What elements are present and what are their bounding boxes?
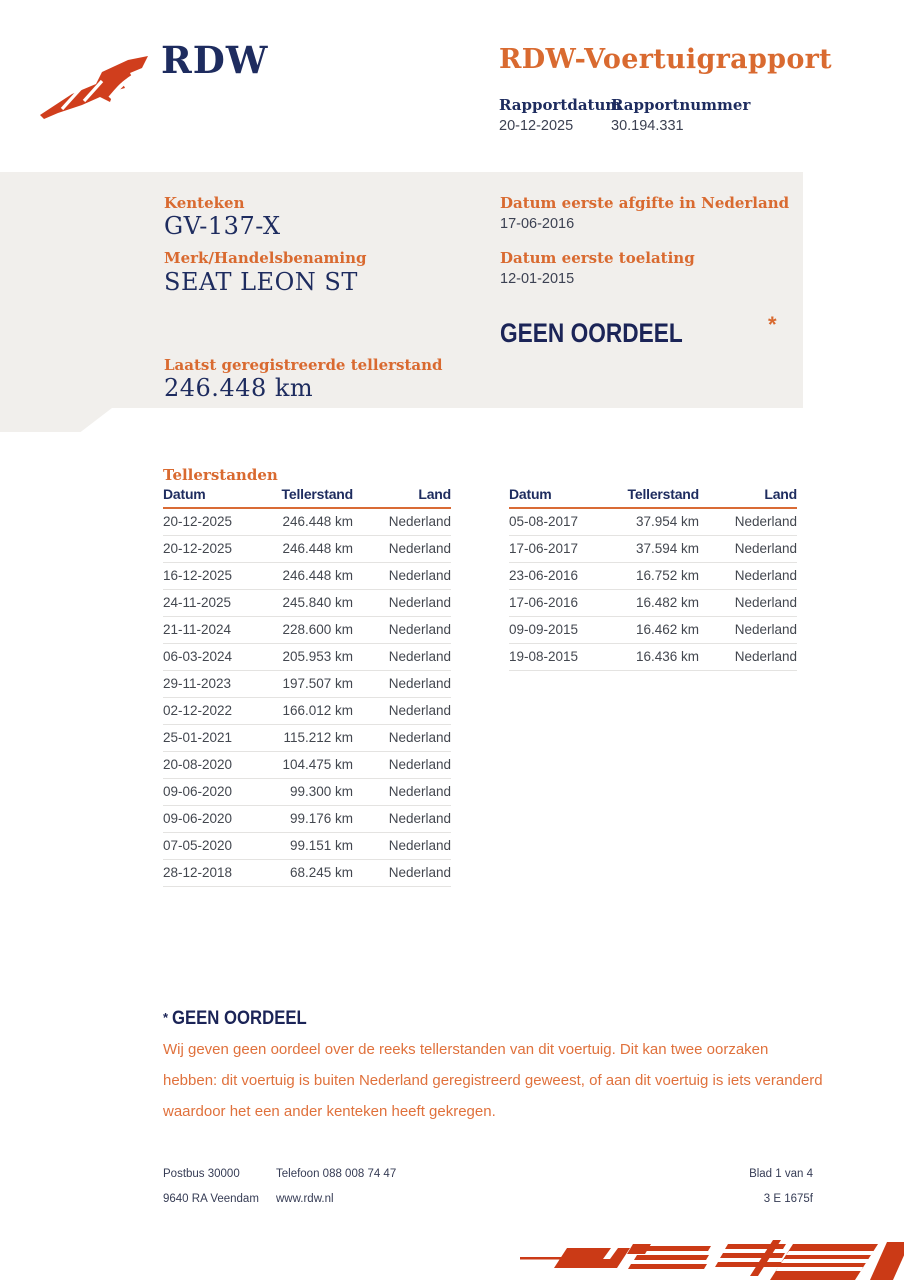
table-row: [509, 563, 797, 590]
note-heading: [163, 1008, 325, 1030]
cell-tellerstand: 16.462 km: [635, 622, 699, 637]
afgifte-value: 17-06-2016: [500, 216, 575, 232]
table-header-row: [509, 486, 797, 509]
cell-land: Nederland: [388, 865, 451, 880]
cell-tellerstand: 246.448 km: [282, 568, 353, 583]
brand-wordmark: RDW: [161, 38, 269, 82]
cell-datum: 20-12-2025: [163, 541, 233, 556]
table-row: [163, 617, 451, 644]
cell-tellerstand: 115.212 km: [283, 730, 353, 745]
cell-tellerstand: 37.954 km: [635, 514, 699, 529]
cell-tellerstand: 246.448 km: [282, 514, 353, 529]
cell-tellerstand: 197.507 km: [282, 676, 353, 691]
kenteken-label: Kenteken: [164, 194, 245, 212]
speed-lines-graphic: [515, 1236, 904, 1280]
cell-datum: 17-06-2017: [509, 541, 579, 556]
merk-value: SEAT LEON ST: [164, 268, 358, 296]
cell-land: Nederland: [388, 541, 451, 556]
cell-tellerstand: 245.840 km: [282, 595, 353, 610]
cell-datum: 17-06-2016: [509, 595, 579, 610]
cell-land: Nederland: [388, 622, 451, 637]
rdw-feather-logo-icon: [38, 52, 150, 120]
merk-label: Merk/Handelsbenaming: [164, 249, 367, 267]
cell-datum: 29-11-2023: [163, 676, 232, 691]
table-row: [163, 509, 451, 536]
cell-datum: 07-05-2020: [163, 838, 233, 853]
cell-tellerstand: 246.448 km: [282, 541, 353, 556]
oordeel-asterisk: *: [768, 312, 777, 337]
cell-datum: 02-12-2022: [163, 703, 233, 718]
cell-tellerstand: 68.245 km: [289, 865, 353, 880]
table-row: [509, 590, 797, 617]
cell-land: Nederland: [388, 757, 451, 772]
page-title: RDW-Voertuigrapport: [499, 44, 832, 75]
cell-datum: 20-08-2020: [163, 757, 233, 772]
cell-land: Nederland: [388, 703, 451, 718]
column-header-datum: Datum: [509, 486, 552, 502]
mileage-table-right: [509, 486, 797, 671]
cell-land: Nederland: [734, 568, 797, 583]
footer-address-line1: Postbus 30000: [163, 1168, 240, 1180]
table-row: [163, 779, 451, 806]
cell-land: Nederland: [734, 595, 797, 610]
table-row: [509, 617, 797, 644]
cell-land: Nederland: [734, 541, 797, 556]
note-asterisk: *: [163, 1010, 169, 1025]
cell-tellerstand: 99.151 km: [289, 838, 353, 853]
column-header-datum: Datum: [163, 486, 206, 502]
laatste-tellerstand-value: 246.448 km: [164, 374, 314, 402]
laatste-tellerstand-label: Laatst geregistreerde tellerstand: [164, 356, 443, 374]
report-number-value: 30.194.331: [611, 118, 684, 134]
cell-tellerstand: 205.953 km: [282, 649, 353, 664]
cell-datum: 05-08-2017: [509, 514, 579, 529]
cell-land: Nederland: [388, 784, 451, 799]
toelating-label: Datum eerste toelating: [500, 249, 695, 267]
cell-tellerstand: 16.482 km: [635, 595, 699, 610]
cell-datum: 19-08-2015: [509, 649, 579, 664]
footer-page-number: Blad 1 van 4: [749, 1168, 813, 1180]
cell-land: Nederland: [388, 730, 451, 745]
cell-tellerstand: 37.594 km: [635, 541, 699, 556]
table-header-row: [163, 486, 451, 509]
table-row: [163, 860, 451, 887]
column-header-land: Land: [418, 486, 451, 502]
table-row: [163, 698, 451, 725]
cell-tellerstand: 16.752 km: [635, 568, 699, 583]
table-row: [163, 590, 451, 617]
footer-website: www.rdw.nl: [276, 1193, 334, 1205]
mileage-table-left: [163, 486, 451, 887]
table-row: [163, 833, 451, 860]
cell-land: Nederland: [388, 676, 451, 691]
cell-datum: 23-06-2016: [509, 568, 579, 583]
oordeel-verdict: GEEN OORDEEL: [500, 318, 683, 348]
cell-tellerstand: 16.436 km: [635, 649, 699, 664]
table-row: [163, 806, 451, 833]
note-body-text: Wij geven geen oordeel over de reeks tellerstanden van dit voertuig. Dit kan twee oorzaken hebben: dit voertuig is buiten Nederland geregistreerd geweest, of aan dit voertuig is iets veranderd waardoor het een ander kenteken heeft gekregen.: [163, 1041, 823, 1120]
cell-datum: 16-12-2025: [163, 568, 233, 583]
column-header-tellerstand: Tellerstand: [627, 486, 699, 502]
hero-panel-tail: [0, 408, 112, 432]
cell-land: Nederland: [388, 514, 451, 529]
table-row: [163, 536, 451, 563]
report-date-value: 20-12-2025: [499, 118, 574, 134]
cell-land: Nederland: [388, 568, 451, 583]
report-date-label: Rapportdatum: [499, 96, 622, 114]
table-row: [163, 752, 451, 779]
column-header-tellerstand: Tellerstand: [281, 486, 353, 502]
cell-tellerstand: 166.012 km: [282, 703, 353, 718]
cell-datum: 09-09-2015: [509, 622, 579, 637]
table-row: [509, 536, 797, 563]
cell-land: Nederland: [734, 622, 797, 637]
footer-phone: Telefoon 088 008 74 47: [276, 1168, 397, 1180]
table-row: [163, 671, 451, 698]
cell-datum: 24-11-2025: [163, 595, 232, 610]
cell-land: Nederland: [734, 649, 797, 664]
cell-tellerstand: 99.300 km: [289, 784, 353, 799]
cell-datum: 21-11-2024: [163, 622, 232, 637]
table-row: [163, 644, 451, 671]
cell-land: Nederland: [734, 514, 797, 529]
toelating-value: 12-01-2015: [500, 271, 575, 287]
table-row: [509, 644, 797, 671]
cell-datum: 20-12-2025: [163, 514, 233, 529]
cell-tellerstand: 104.475 km: [282, 757, 353, 772]
table-body: [163, 509, 451, 887]
cell-land: Nederland: [388, 595, 451, 610]
footer-doc-code: 3 E 1675f: [763, 1193, 813, 1205]
cell-datum: 09-06-2020: [163, 784, 233, 799]
table-body: [509, 509, 797, 671]
table-row: [163, 563, 451, 590]
cell-tellerstand: 228.600 km: [282, 622, 353, 637]
cell-datum: 06-03-2024: [163, 649, 233, 664]
afgifte-label: Datum eerste afgifte in Nederland: [500, 194, 790, 212]
cell-datum: 09-06-2020: [163, 811, 233, 826]
report-number-label: Rapportnummer: [611, 96, 751, 114]
cell-datum: 25-01-2021: [163, 730, 233, 745]
cell-datum: 28-12-2018: [163, 865, 233, 880]
cell-land: Nederland: [388, 649, 451, 664]
kenteken-value: GV-137-X: [164, 212, 281, 240]
cell-tellerstand: 99.176 km: [289, 811, 353, 826]
table-row: [163, 725, 451, 752]
column-header-land: Land: [764, 486, 797, 502]
cell-land: Nederland: [388, 811, 451, 826]
note-title: GEEN OORDEEL: [172, 1008, 307, 1029]
footer-address-line2: 9640 RA Veendam: [163, 1193, 259, 1205]
cell-land: Nederland: [388, 838, 451, 853]
table-row: [509, 509, 797, 536]
tellerstanden-section-title: Tellerstanden: [163, 466, 278, 484]
